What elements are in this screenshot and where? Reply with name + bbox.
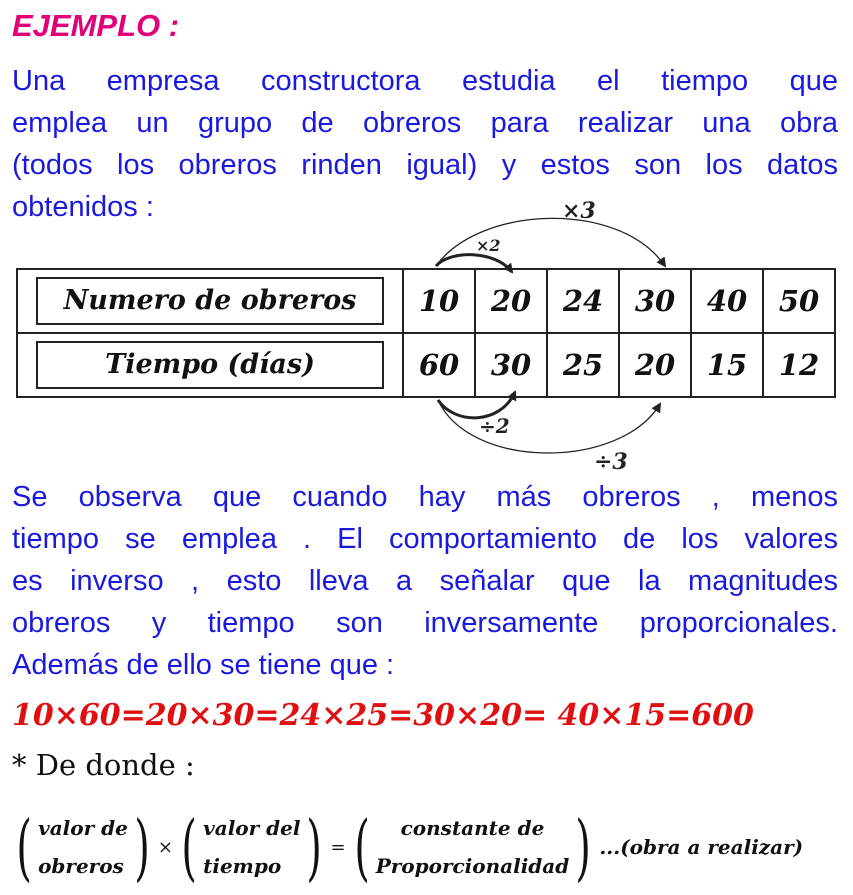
term-workers-bottom: obreros [38,854,124,878]
row-label-time: Tiempo (días) [36,341,384,389]
table-row [17,269,835,333]
table-cell: 15 [691,333,763,397]
term-time-top: valor del [203,816,301,840]
term-constant-bottom: Proporcionalidad [375,854,570,878]
table-cell: 25 [547,333,619,397]
times-symbol: × [157,836,174,858]
formula-tail: ...(obra a realizar) [599,835,804,859]
table-cell: 60 [403,333,475,397]
table-cell: 24 [547,269,619,333]
intro-line: (todos los obreros rinden igual) y estos son los datos [12,149,838,181]
example-heading: EJEMPLO : [12,8,180,43]
table-row [17,333,835,397]
term-time [203,816,300,878]
observation-line: es inverso , esto lleva a señalar que la magnitudes [12,565,838,597]
term-time-bottom: tiempo [203,854,282,878]
table-cell: 10 [403,269,475,333]
row-label-cell [17,333,403,397]
term-workers [38,816,128,878]
row-label-cell [17,269,403,333]
product-equation: 10×60=20×30=24×25=30×20= 40×15=600 [12,698,754,733]
arrow-div3 [438,400,660,453]
table-cell: 12 [763,333,835,397]
observation-line: tiempo se emplea . El comportamiento de los valores [12,523,838,555]
intro-line: Una empresa constructora estudia el tiempo que [12,65,838,97]
observation-line: obreros y tiempo son inversamente proporcionales. [12,607,838,639]
right-paren-icon: ) [306,805,323,889]
intro-line: obtenidos : [12,191,154,223]
arrow-times3 [436,218,665,266]
term-constant [376,816,570,878]
left-paren-icon: ( [16,805,32,889]
times3-label: ×3 [562,198,596,224]
table-cell: 20 [475,269,547,333]
observation-line: Además de ello se tiene que : [12,649,395,681]
div3-label: ÷3 [594,449,628,475]
table-cell: 20 [619,333,691,397]
table-cell: 30 [475,333,547,397]
row-label-workers: Numero de obreros [36,277,384,325]
observation-paragraph [12,476,838,686]
observation-line: Se observa que cuando hay más obreros , menos [12,481,838,513]
data-table [16,268,836,398]
right-paren-icon: ) [575,805,592,889]
equals-symbol: = [330,836,346,858]
div2-label: ÷2 [479,414,510,438]
table-cell: 40 [691,269,763,333]
proportionality-formula [10,805,804,889]
table-cell: 30 [619,269,691,333]
intro-line: emplea un grupo de obreros para realizar una obra [12,107,838,139]
left-paren-icon: ( [353,805,370,889]
de-donde-text: * De donde : [12,748,195,782]
term-constant-top: constante de [400,816,545,840]
table-cell: 50 [763,269,835,333]
times2-label: ×2 [476,236,501,255]
right-paren-icon: ) [134,805,150,889]
term-workers-top: valor de [38,816,128,840]
left-paren-icon: ( [181,805,197,889]
